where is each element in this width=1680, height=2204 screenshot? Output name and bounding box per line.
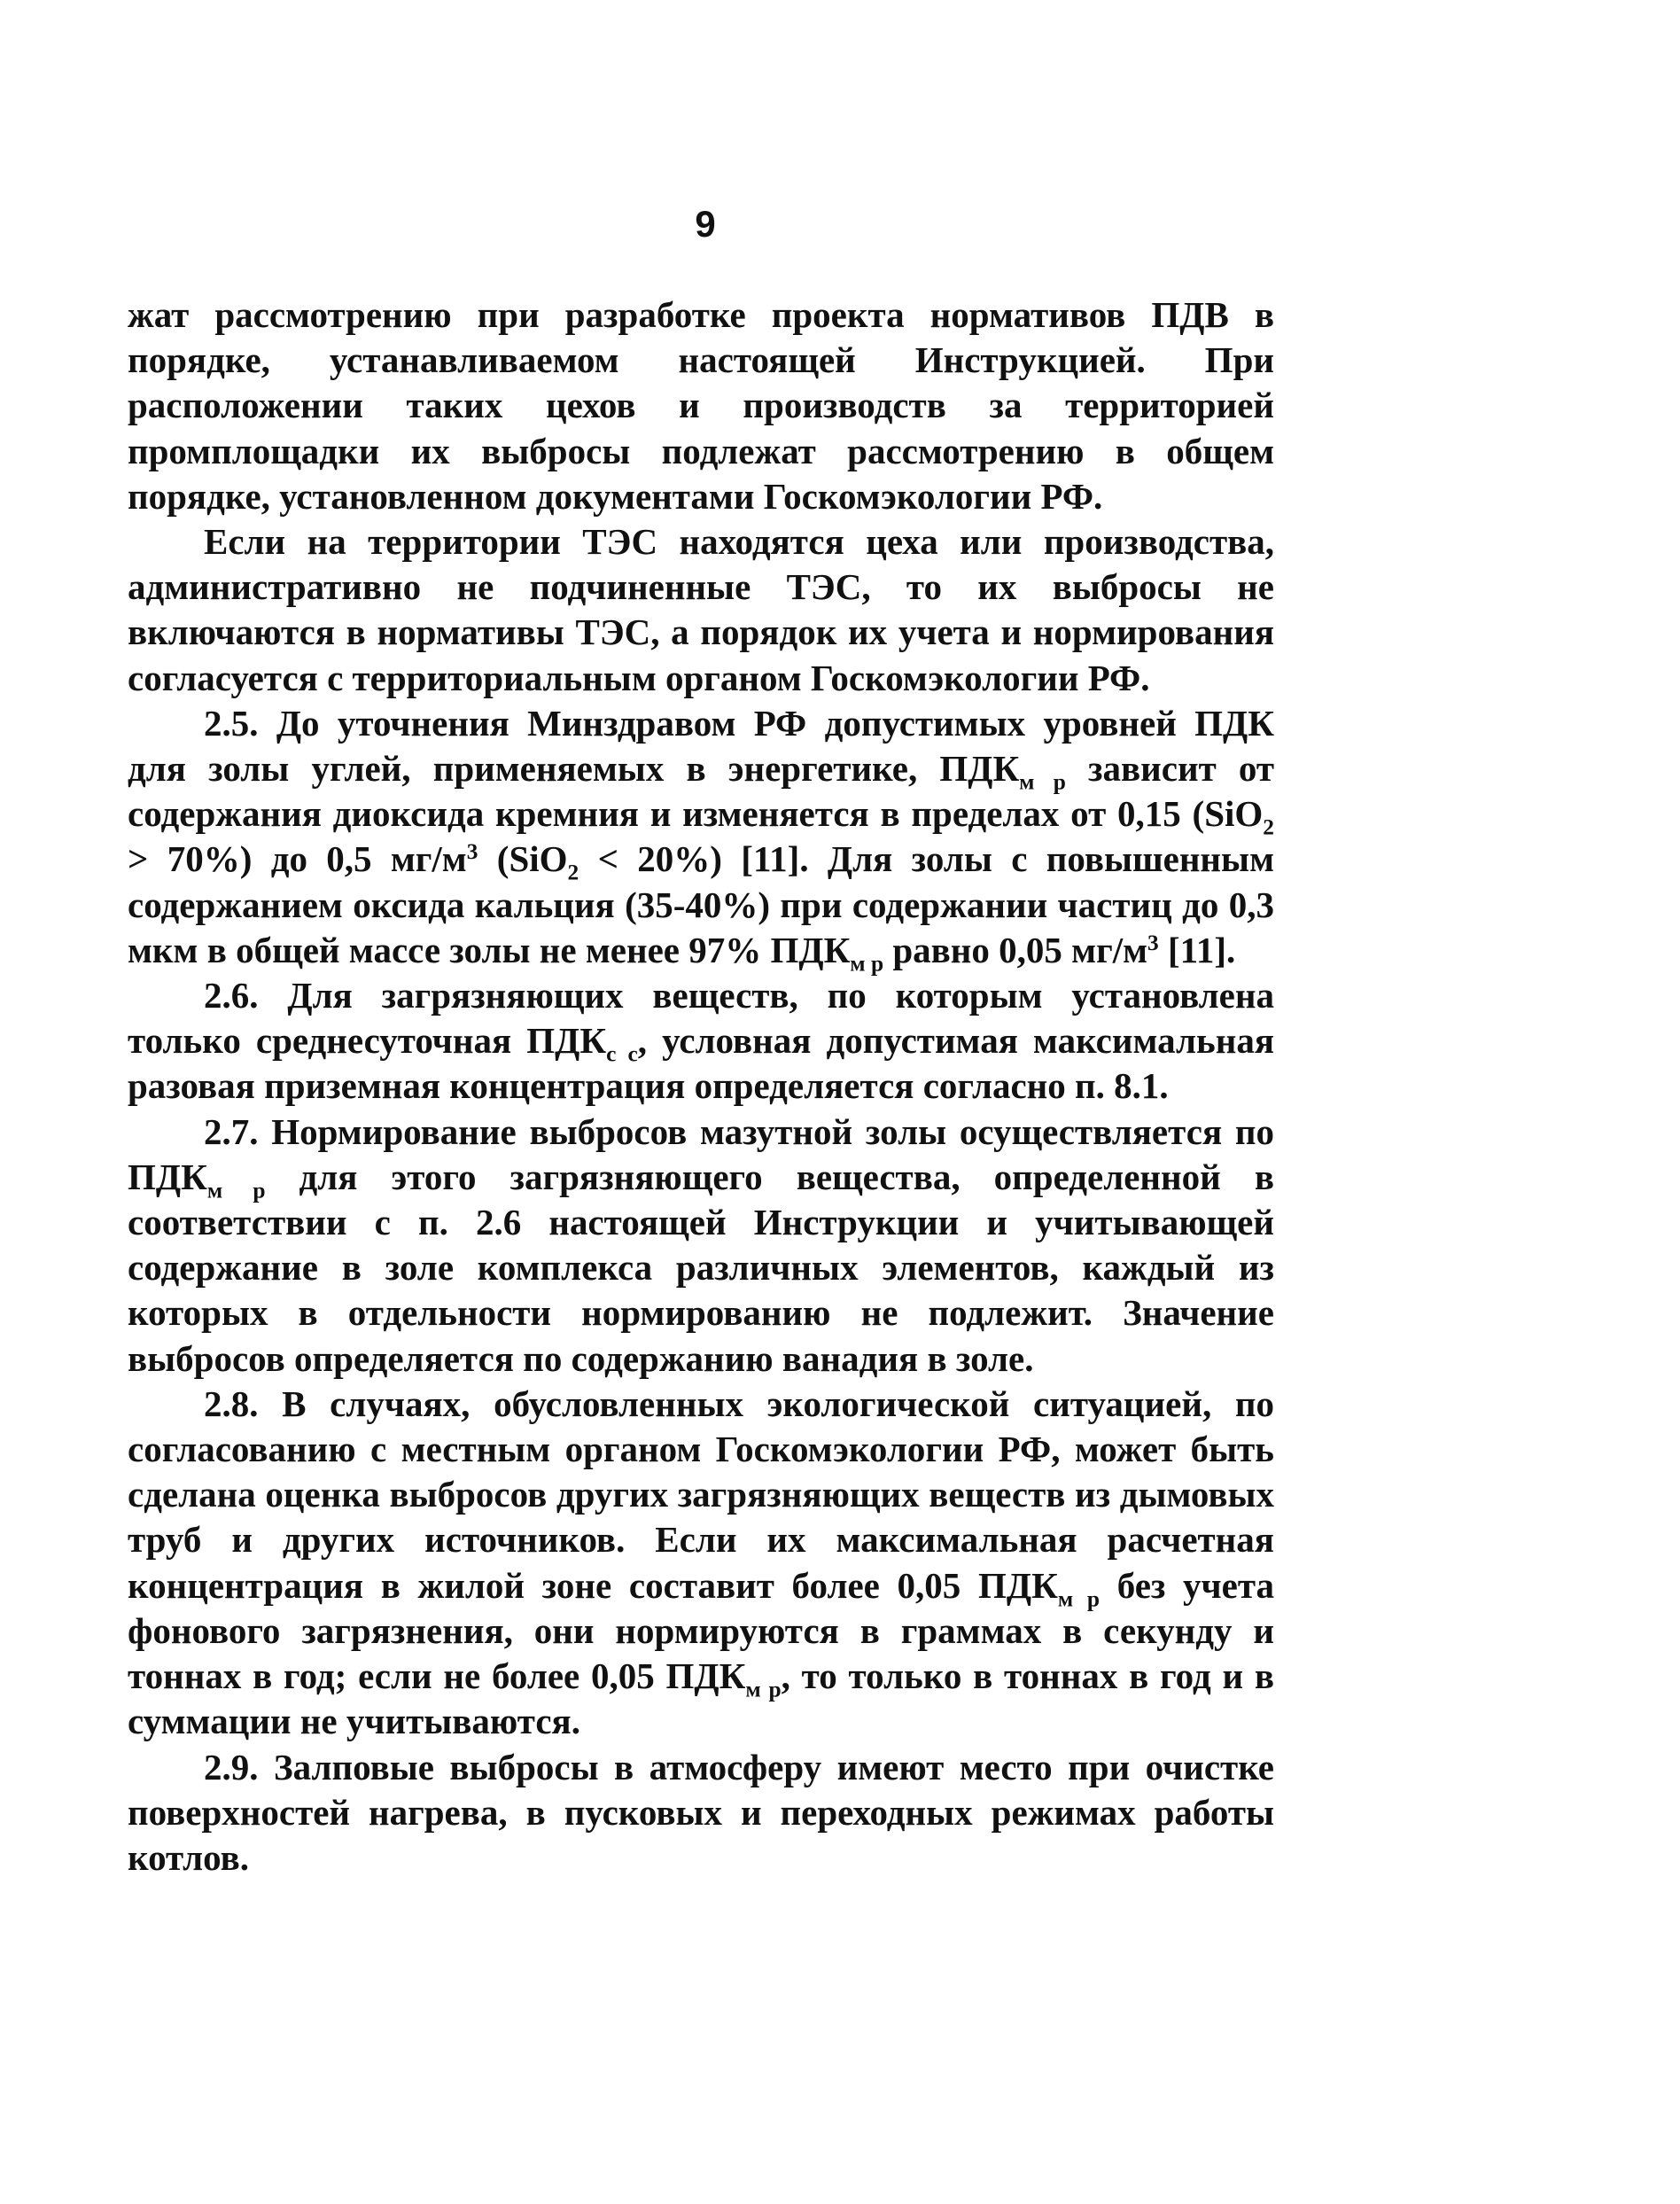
subscript: м р	[1057, 1586, 1101, 1612]
subscript: м р	[850, 951, 884, 977]
subscript: м р	[1019, 769, 1066, 795]
text-run: равно 0,05 мг/м	[883, 929, 1148, 970]
superscript: 3	[1147, 930, 1159, 955]
paragraph-2-5	[128, 701, 1274, 977]
paragraph-2-8	[128, 1382, 1274, 1745]
text-run: , то только в тоннах в год и в суммации не учитываются.	[128, 1655, 1274, 1742]
text-run: [11].	[1158, 929, 1236, 970]
subscript: м р	[745, 1677, 782, 1702]
paragraph-2-7	[128, 1110, 1274, 1382]
text-run: 2.7. Нормирование выбросов мазутной золы осуществляется по ПДК	[128, 1110, 1274, 1197]
text-run: < 20%) [11]. Для золы с повышенным содержанием оксида кальция (35-40%) при содержании частиц до 0,3 мкм в общей массе золы не менее 97% ПДК	[128, 838, 1274, 970]
subscript: м р	[206, 1178, 266, 1203]
text-run: > 70%) до 0,5 мг/м	[128, 838, 467, 880]
paragraph-2-9: 2.9. Залповые выбросы в атмосферу имеют место при очистке поверхностей нагрева, в пусковых и переходных режимах работы котлов.	[128, 1746, 1274, 1878]
page-number: 9	[695, 203, 716, 245]
subscript: с с	[606, 1041, 638, 1067]
text-run: 2.5. До уточнения Минздравом РФ допустимых уровней ПДК для золы углей, применяемых в энергетике, ПДК	[128, 702, 1274, 790]
subscript: 2	[567, 861, 579, 886]
text-run: (SiO	[478, 838, 568, 880]
superscript: 3	[466, 839, 478, 865]
paragraph-2-6	[128, 973, 1274, 1110]
text-run: 2.8. В случаях, обусловленных экологической ситуацией, по согласованию с местным органом Госкомэкологии РФ, может быть сделана оценка выбросов других загрязняющих веществ из дымовых труб и других источников. Если их максимальная расчетная концентрация в жилой зоне составит более 0,05 ПДК	[128, 1382, 1274, 1606]
body-text	[128, 292, 1274, 1881]
text-run: без учета фонового загрязнения, они нормируются в граммах в секунду и тоннах в год; если не более 0,05 ПДК	[128, 1564, 1275, 1697]
text-run: зависит от содержания диоксида кремния и изменяется в пределах от 0,15 (SiO	[128, 748, 1274, 835]
text-run: , условная допустимая максимальная разовая приземная концентрация определяется согласно п. 8.1.	[128, 1020, 1275, 1107]
paragraph-continuation: жат рассмотрению при разработке проекта нормативов ПДВ в порядке, устанавливаемом настоящей Инструкцией. При расположении таких цехов и производств за территорией промплощадки их выбросы подлежат рассмотрению в общем порядке, установленном документами Госкомэкологии РФ.	[128, 294, 1274, 517]
text-run: для этого загрязняющего вещества, определенной в соответствии с п. 2.6 настоящей Инструкции и учитывающей содержание в золе комплекса различных элементов, каждый из которых в отдельности нормированию не подлежит. Значение выбросов определяется по содержанию ванадия в золе.	[128, 1156, 1274, 1379]
subscript: 2	[1263, 814, 1274, 840]
text-run: 2.6. Для загрязняющих веществ, по которым установлена только среднесуточная ПДК	[128, 975, 1274, 1062]
paragraph-tes-shops: Если на территории ТЭС находятся цеха или производства, административно не подчиненные ТЭС, то их выбросы не включаются в нормативы ТЭС, а порядок их учета и нормирования согласуется с территориальным органом Госкомэкологии РФ.	[128, 521, 1274, 698]
